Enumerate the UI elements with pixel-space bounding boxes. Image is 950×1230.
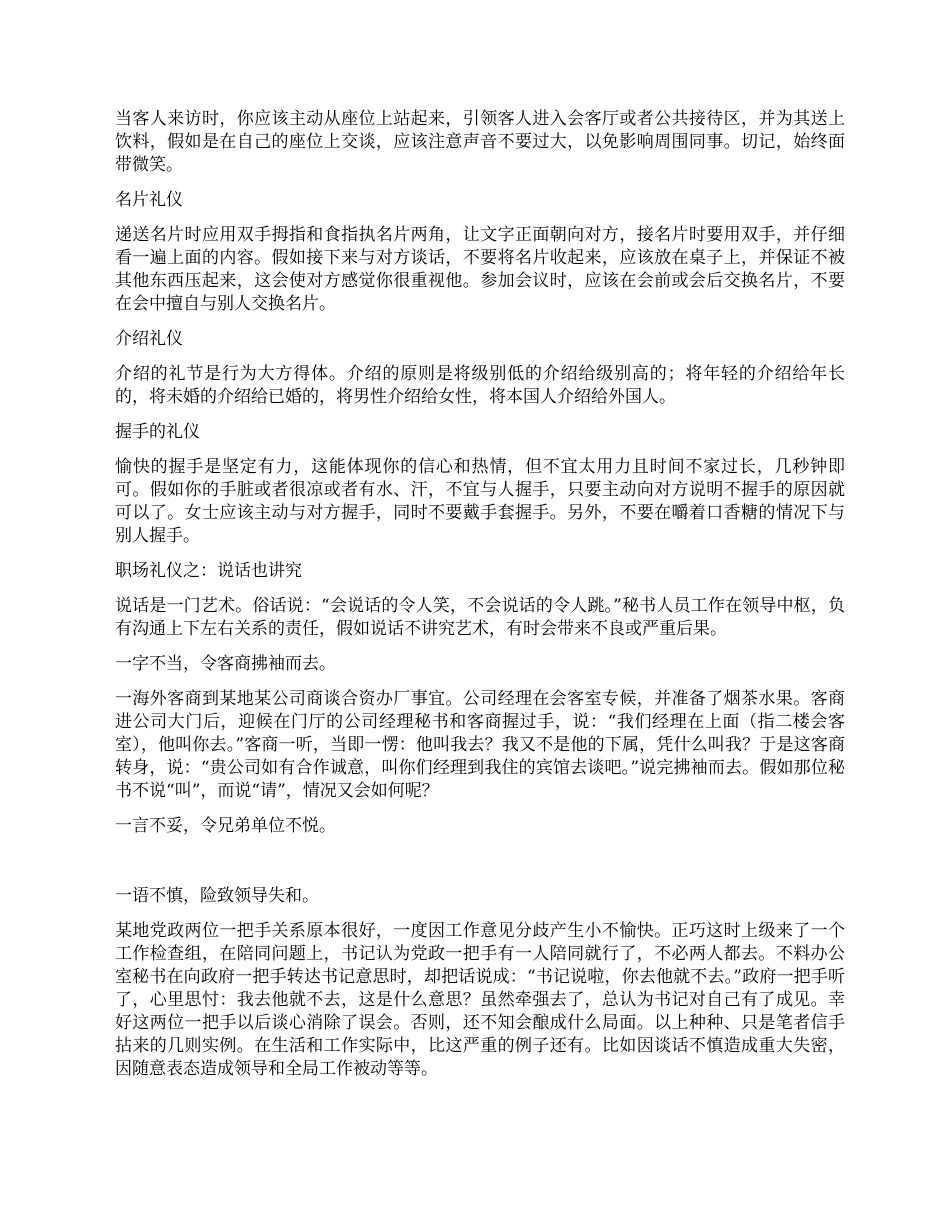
paragraph-reception: 当客人来访时，你应该主动从座位上站起来，引领客人进入会客厅或者公共接待区，并为其送上饮料，假如是在自己的座位上交谈，应该注意声音不要过大，以免影响周围同事。切记，始终面带微笑。 [115,109,845,175]
heading-careless-word: 一语不慎，险致领导失和。 [115,886,319,906]
paragraph-introduction: 介绍的礼节是行为大方得体。介绍的原则是将级别低的介绍给级别高的；将年轻的介绍给年长的，将未婚的介绍给已婚的，将男性介绍给女性，将本国人介绍给外国人。 [115,364,845,407]
heading-business-card: 名片礼仪 [115,190,183,210]
heading-one-word: 一字不当，令客商拂袖而去。 [115,654,336,674]
blank-gap [115,850,845,885]
heading-introduction: 介绍礼仪 [115,329,183,349]
document-body [115,108,845,1093]
paragraph-business-card: 递送名片时应用双手拇指和食指执名片两角，让文字正面朝向对方，接名片时要用双手，并仔细看一遍上面的内容。假如接下来与对方谈话，不要将名片收起来，应该放在桌子上，并保证不被其他东西压起来，这会使对方感觉你很重视他。参加会议时，应该在会前或会后交换名片，不要在会中擅自与别人交换名片。 [115,225,845,314]
heading-handshake: 握手的礼仪 [115,422,200,442]
paragraph-handshake: 愉快的握手是坚定有力，这能体现你的信心和热情，但不宜太用力且时间不家过长，几秒钟即可。假如你的手脏或者很凉或者有水、汗，不宜与人握手，只要主动向对方说明不握手的原因就可以了。女士应该主动与对方握手，同时不要戴手套握手。另外，不要在嚼着口香糖的情况下与别人握手。 [115,457,845,546]
paragraph-careless-word: 某地党政两位一把手关系原本很好，一度因工作意见分歧产生小不愉快。正巧这时上级来了一个工作检查组，在陪同问题上，书记认为党政一把手有一人陪同就行了，不必两人都去。不料办公室秘书在向政府一把手转达书记意思时，却把话说成：“书记说啦，你去他就不去。”政府一把手听了，心里思忖：我去他就不去，这是什么意思？虽然牵强去了，总认为书记对自己有了成见。幸好这两位一把手以后谈心消除了误会。否则，还不知会酿成什么局面。以上种种、只是笔者信手拈来的几则实例。在生活和工作实际中，比这严重的例子还有。比如因谈话不慎造成重大失密，因随意表态造成领导和全局工作被动等等。 [115,921,845,1079]
heading-speech: 职场礼仪之：说话也讲究 [115,561,302,581]
heading-one-sentence: 一言不妥，令兄弟单位不悦。 [115,816,336,836]
paragraph-one-word: 一海外客商到某地某公司商谈合资办厂事宜。公司经理在会客室专候，并准备了烟茶水果。客商进公司大门后，迎候在门厅的公司经理秘书和客商握过手，说：“我们经理在上面（指二楼会客室），他叫你去。”客商一听，当即一愣：他叫我去？我又不是他的下属，凭什么叫我？于是这客商转身，说：“贵公司如有合作诚意，叫你们经理到我住的宾馆去谈吧。”说完拂袖而去。假如那位秘书不说“叫”，而说“请”，情况又会如何呢？ [115,689,845,801]
paragraph-speech: 说话是一门艺术。俗话说：“会说话的令人笑，不会说话的令人跳。”秘书人员工作在领导中枢，负有沟通上下左右关系的责任，假如说话不讲究艺术，有时会带来不良或严重后果。 [115,596,845,639]
